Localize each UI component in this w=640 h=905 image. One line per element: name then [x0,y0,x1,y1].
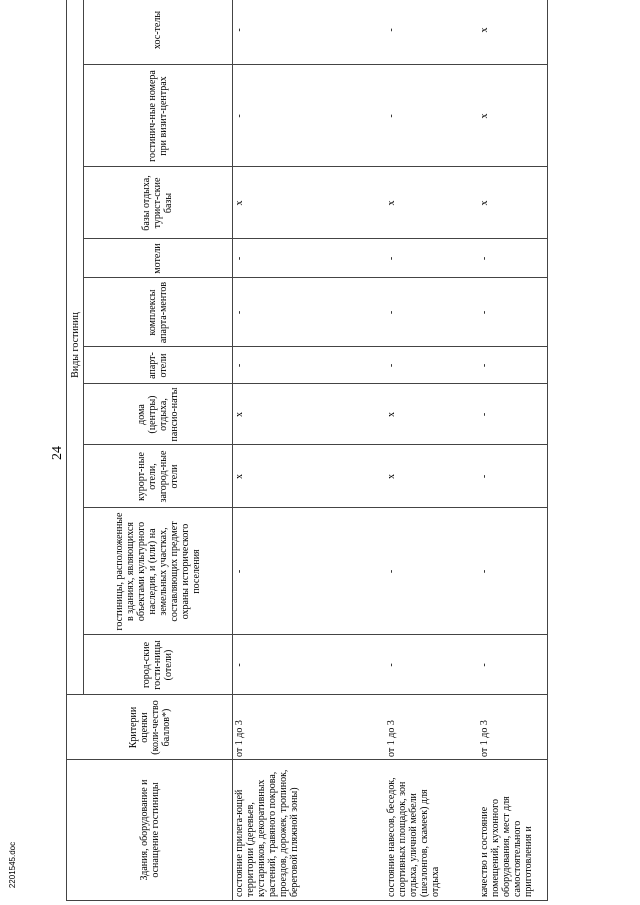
row-1-mark-hostels: - [234,28,245,32]
row-1-mark-rest-houses: x [234,412,245,417]
header-city-hotels: город-ские гости-ницы (отели) [141,640,174,690]
header-visitor-center-rooms: гостинич-ные номера при визит-центрах [146,70,169,162]
row-3-mark-recreation-bases: x [479,200,490,206]
row-1-mark-apartment-complexes: - [234,310,245,315]
row-1-mark-resort-hotels: x [234,474,245,479]
row-3-mark-hostels: x [479,27,490,33]
group-header: Виды гостиниц [69,312,81,378]
row-1-label: состояние прилега-ющей территории (деревьев, кустарников, декоративных растений, травяного покрова, проездов, дорожек, тропинок, береговой пляжной зоны) [234,769,300,897]
header-resort-hotels: курорт-ные отели, загород-ные отели [135,450,180,503]
row-2-mark-city-hotels: - [386,663,397,667]
row-1-mark-motels: - [234,256,245,261]
row-1-criteria: от 1 до 3 [234,720,245,757]
header-heritage-hotels: гостиницы, расположенные в зданиях, являющихся объектами культурного наследия, и (или) на земельных участках, составляющих предмет охраны исторического поселения [113,512,202,631]
row-3-label: качество и состояние помещений, кухонного оборудования, мест для самостоятельного приготовления и [479,796,534,897]
row-3-mark-rest-houses: - [479,412,490,417]
row-3-mark-visitor-center-rooms: x [479,113,490,119]
header-buildings: Здания, оборудование и оснащение гостиницы [138,779,161,881]
row-3-mark-apart-hotels: - [479,363,490,368]
row-3-mark-heritage-hotels: - [479,569,490,574]
header-criteria: Критерии оценки (коли-чество баллов*) [127,700,172,755]
row-1-mark-visitor-center-rooms: - [234,114,245,118]
row-3-mark-motels: - [479,256,490,261]
row-2-mark-recreation-bases: x [386,200,397,206]
row-1-mark-apart-hotels: - [234,363,245,368]
row-2-mark-resort-hotels: x [386,474,397,479]
page-number: 24 [50,446,65,460]
row-2-label: состояние навесов, беседок, спортивных площадок, зон отдыха, уличной мебели (шезлонгов, скамеек) для отдыха [386,777,441,897]
row-3-mark-apartment-complexes: - [479,310,490,315]
header-hostels: хос-телы [152,10,163,50]
row-2-mark-visitor-center-rooms: - [386,114,397,118]
row-2-mark-apartment-complexes: - [386,310,397,315]
row-1-mark-recreation-bases: x [234,200,245,206]
header-apart-hotels: апарт-отели [146,352,169,379]
header-apartment-complexes: комплексы апарта-ментов [146,281,169,344]
row-2-mark-rest-houses: x [386,412,397,417]
row-1-mark-heritage-hotels: - [234,569,245,574]
row-3-criteria: от 1 до 3 [479,720,490,757]
row-3-mark-city-hotels: - [479,663,490,667]
row-2-criteria: от 1 до 3 [386,720,397,757]
document-filename: 2201545.doc [8,841,17,889]
header-recreation-bases: базы отдыха, турист-ские базы [141,175,174,231]
row-2-mark-heritage-hotels: - [386,569,397,574]
row-3-mark-resort-hotels: - [479,474,490,479]
header-motels: мотели [152,243,163,274]
row-1-mark-city-hotels: - [234,663,245,667]
row-2-mark-apart-hotels: - [386,363,397,368]
header-rest-houses: дома (центры) отдыха, пансио-наты [135,387,180,442]
row-2-mark-hostels: - [386,28,397,32]
row-2-mark-motels: - [386,256,397,261]
hotel-criteria-table [66,0,548,901]
